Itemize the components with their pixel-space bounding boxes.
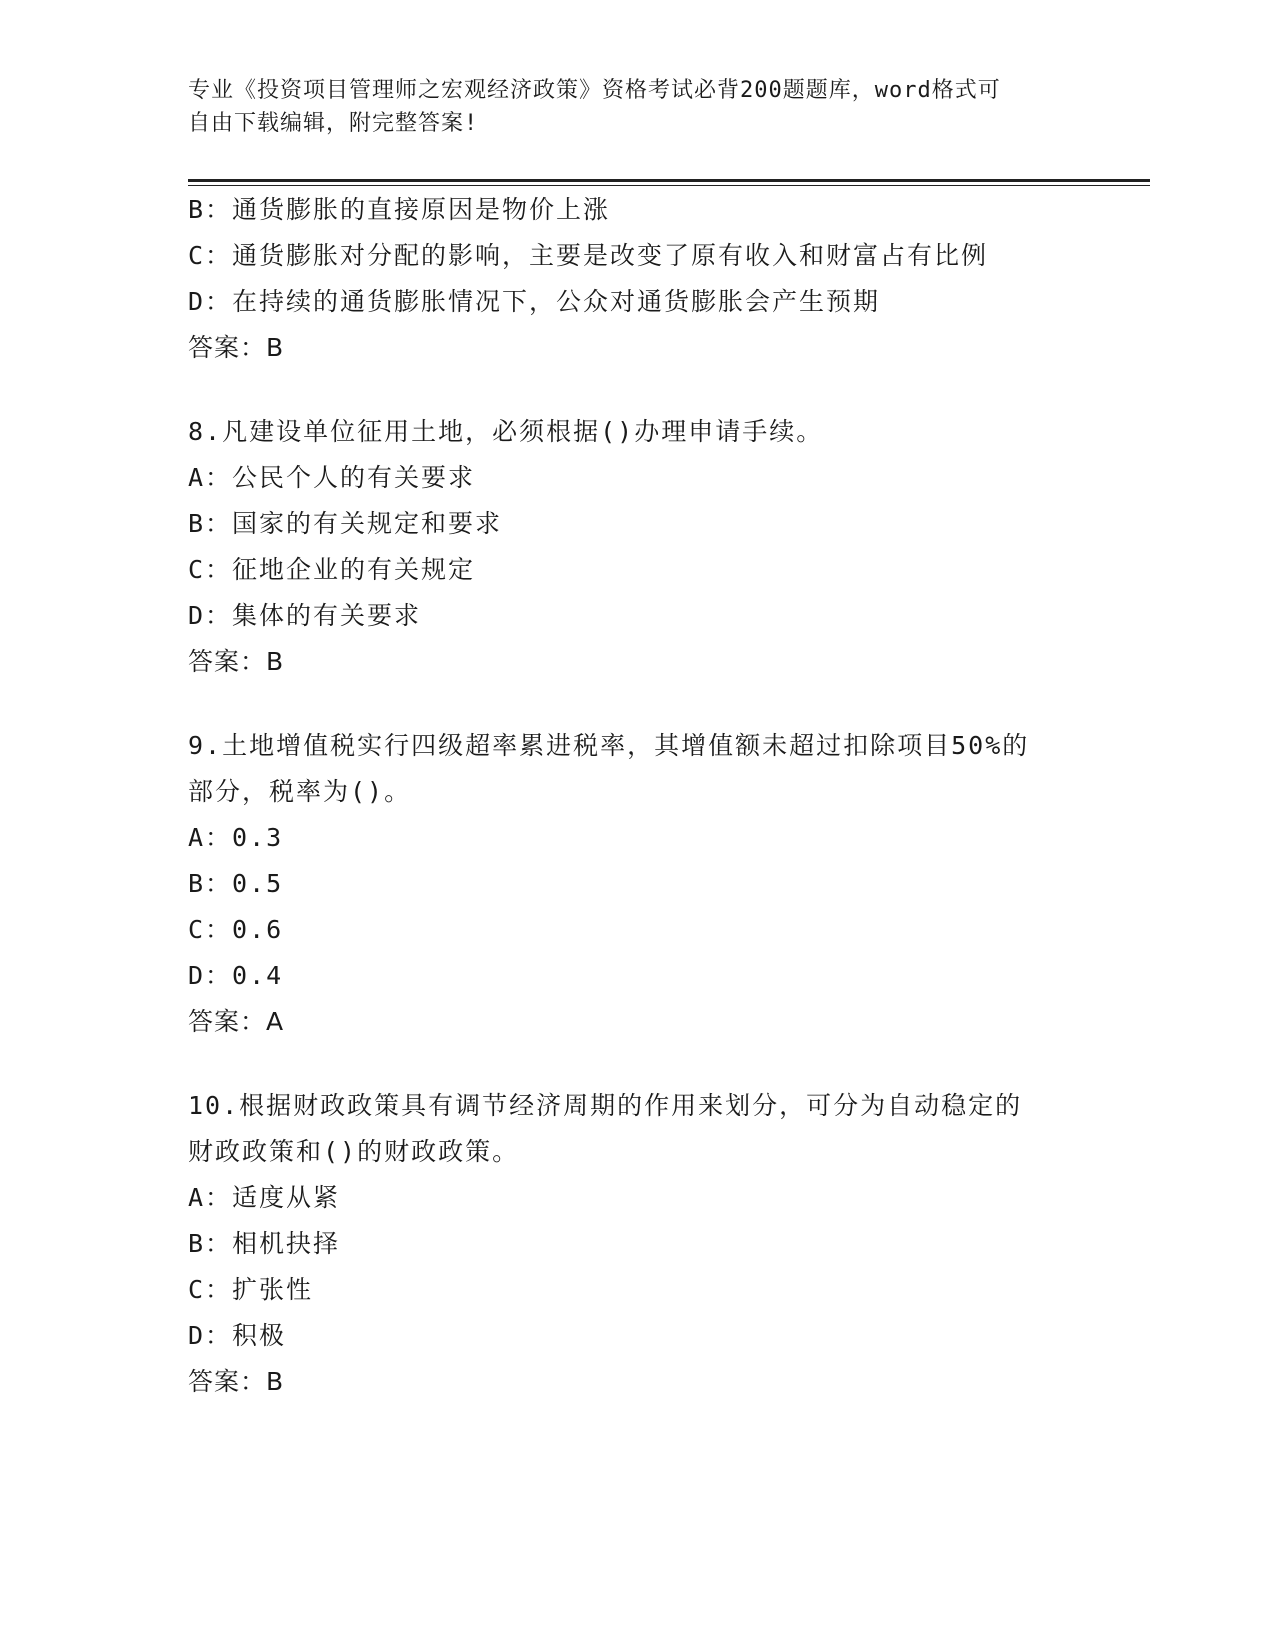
question-10-answer: 答案：B <box>188 1367 285 1396</box>
header-title-line-1: 专业《投资项目管理师之宏观经济政策》资格考试必背200题题库，word格式可 <box>188 78 1001 103</box>
question-8-option-b: B：国家的有关规定和要求 <box>188 509 503 538</box>
question-8-answer: 答案：B <box>188 647 285 676</box>
question-list <box>188 187 1088 1405</box>
question-9-option-c: C：0.6 <box>188 915 284 944</box>
question-10-stem-line-2: 财政政策和()的财政政策。 <box>188 1137 520 1166</box>
question-7 <box>188 187 1088 371</box>
question-spacer <box>188 685 1088 723</box>
question-7-answer: 答案：B <box>188 333 285 362</box>
question-10-option-a: A：适度从紧 <box>188 1183 341 1212</box>
question-9 <box>188 723 1088 1045</box>
question-7-option-c: C：通货膨胀对分配的影响，主要是改变了原有收入和财富占有比例 <box>188 241 989 270</box>
question-9-option-b: B：0.5 <box>188 869 284 898</box>
question-9-stem-line-1: 9.土地增值税实行四级超率累进税率，其增值额未超过扣除项目50%的 <box>188 731 1030 760</box>
question-7-option-d: D：在持续的通货膨胀情况下，公众对通货膨胀会产生预期 <box>188 287 881 316</box>
question-10-option-b: B：相机抉择 <box>188 1229 341 1258</box>
question-8-stem: 8.凡建设单位征用土地，必须根据()办理申请手续。 <box>188 417 824 446</box>
question-9-option-d: D：0.4 <box>188 961 284 990</box>
question-8-option-c: C：征地企业的有关规定 <box>188 555 476 584</box>
question-9-option-a: A：0.3 <box>188 823 284 852</box>
question-10-option-c: C：扩张性 <box>188 1275 314 1304</box>
question-10-stem-line-1: 10.根据财政政策具有调节经济周期的作用来划分，可分为自动稳定的 <box>188 1091 1023 1120</box>
question-10 <box>188 1083 1088 1405</box>
question-8 <box>188 409 1088 685</box>
header-divider-thick <box>188 179 1150 182</box>
header-divider-thin <box>188 185 1150 186</box>
question-8-option-a: A：公民个人的有关要求 <box>188 463 476 492</box>
question-spacer <box>188 371 1088 409</box>
question-8-option-d: D：集体的有关要求 <box>188 601 422 630</box>
header-title-line-2: 自由下载编辑，附完整答案! <box>188 111 479 136</box>
question-spacer <box>188 1045 1088 1083</box>
question-9-stem-line-2: 部分，税率为()。 <box>188 777 412 806</box>
question-10-option-d: D：积极 <box>188 1321 287 1350</box>
document-header <box>188 74 1068 140</box>
question-9-answer: 答案：A <box>188 1007 285 1036</box>
question-7-option-b: B：通货膨胀的直接原因是物价上涨 <box>188 195 611 224</box>
